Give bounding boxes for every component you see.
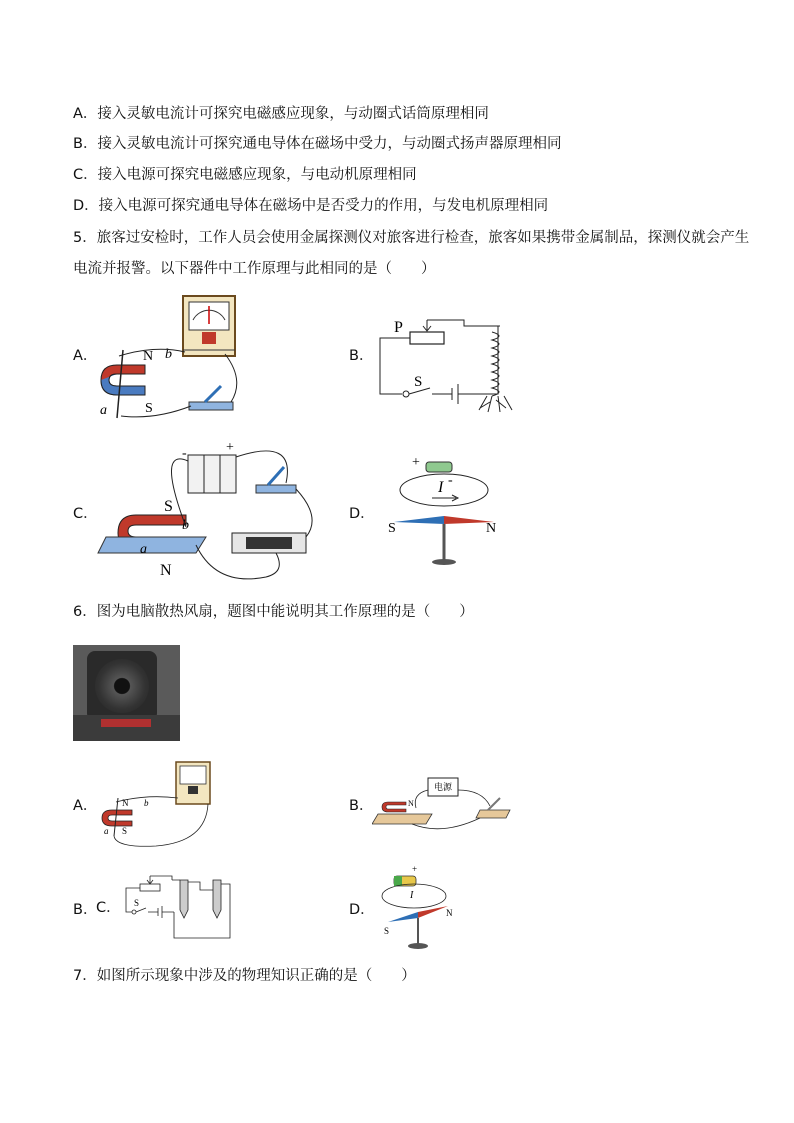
q5-stem-line2: 电流并报警。以下器件中工作原理与此相同的是（ ） xyxy=(73,261,436,277)
q5a-s-label: S xyxy=(145,401,153,416)
q6a-s-label: S xyxy=(122,826,128,836)
q5-figure-a xyxy=(95,290,245,420)
q6a-a-label: a xyxy=(104,826,109,836)
q5d-s-label: S xyxy=(388,521,396,536)
q6-figure-b xyxy=(372,770,522,840)
q5-label-d: D． xyxy=(349,506,375,522)
q6d-i-label: I xyxy=(410,890,414,901)
q5c-a-label: a xyxy=(140,542,147,557)
q6-stem: 6．图为电脑散热风扇，题图中能说明其工作原理的是（ ） xyxy=(73,604,474,620)
q6a-b-label: b xyxy=(144,798,149,808)
q5d-minus-label: - xyxy=(448,473,453,488)
q5d-i-label: I xyxy=(438,479,444,496)
q5-label-a: A． xyxy=(73,348,98,364)
cpu-fan-photo xyxy=(73,645,180,741)
q5c-minus-label: - xyxy=(182,446,187,461)
q6-label-d: D． xyxy=(349,902,375,918)
q4-option-c: C．接入电源可探究电磁感应现象，与电动机原理相同 xyxy=(73,167,417,183)
q5c-plus-label: + xyxy=(226,440,234,455)
q6a-n-label: N xyxy=(122,798,129,808)
q5a-a-label: a xyxy=(100,403,107,418)
q5-stem-line1: 5．旅客过安检时，工作人员会使用金属探测仪对旅客进行检查，旅客如果携带金属制品，探测仪就会产生 xyxy=(73,230,750,246)
q4-option-b: B．接入灵敏电流计可探究通电导体在磁场中受力，与动圈式扬声器原理相同 xyxy=(73,136,562,152)
q5b-p-label: P xyxy=(394,319,403,336)
q6d-s-label: S xyxy=(384,926,390,936)
q6d-n-label: N xyxy=(446,908,453,918)
q6d-plus-label: + xyxy=(412,864,418,874)
q5-label-c: C． xyxy=(73,506,98,522)
q4-option-a: A．接入灵敏电流计可探究电磁感应现象，与动圈式话筒原理相同 xyxy=(73,106,489,122)
fan-blades xyxy=(95,659,149,713)
q5-figure-c xyxy=(96,437,326,587)
q6c-s-label: S xyxy=(134,898,140,908)
q5c-s-label: S xyxy=(164,498,173,515)
q7-stem: 7．如图所示现象中涉及的物理知识正确的是（ ） xyxy=(73,968,416,984)
q4-option-d: D．接入电源可探究通电导体在磁场中是否受力的作用，与发电机原理相同 xyxy=(73,198,549,214)
q5-figure-d xyxy=(372,450,522,570)
q5b-s-label: S xyxy=(414,374,423,390)
q6-label-c: C． xyxy=(96,900,121,916)
q6-figure-c xyxy=(118,870,248,942)
q5d-plus-label: + xyxy=(412,455,420,470)
q5a-b-label: b xyxy=(165,347,172,362)
q6-label-b: B． xyxy=(349,798,374,814)
q5a-n-label: N xyxy=(143,349,154,364)
q6-figure-d xyxy=(372,862,472,954)
q5-label-b: B． xyxy=(349,348,374,364)
q6-figure-a xyxy=(96,758,216,850)
q5-figure-b xyxy=(372,312,532,422)
q6b-n-label: N xyxy=(408,799,414,808)
q5c-n-label: N xyxy=(160,562,172,579)
q6-label-c-prefix: B． xyxy=(73,902,98,918)
q6b-source-label: 电源 xyxy=(434,782,453,792)
ram-stick xyxy=(101,719,151,727)
q5d-n-label: N xyxy=(486,521,497,536)
q6-label-a: A． xyxy=(73,798,98,814)
q5c-b-label: b xyxy=(182,518,189,533)
